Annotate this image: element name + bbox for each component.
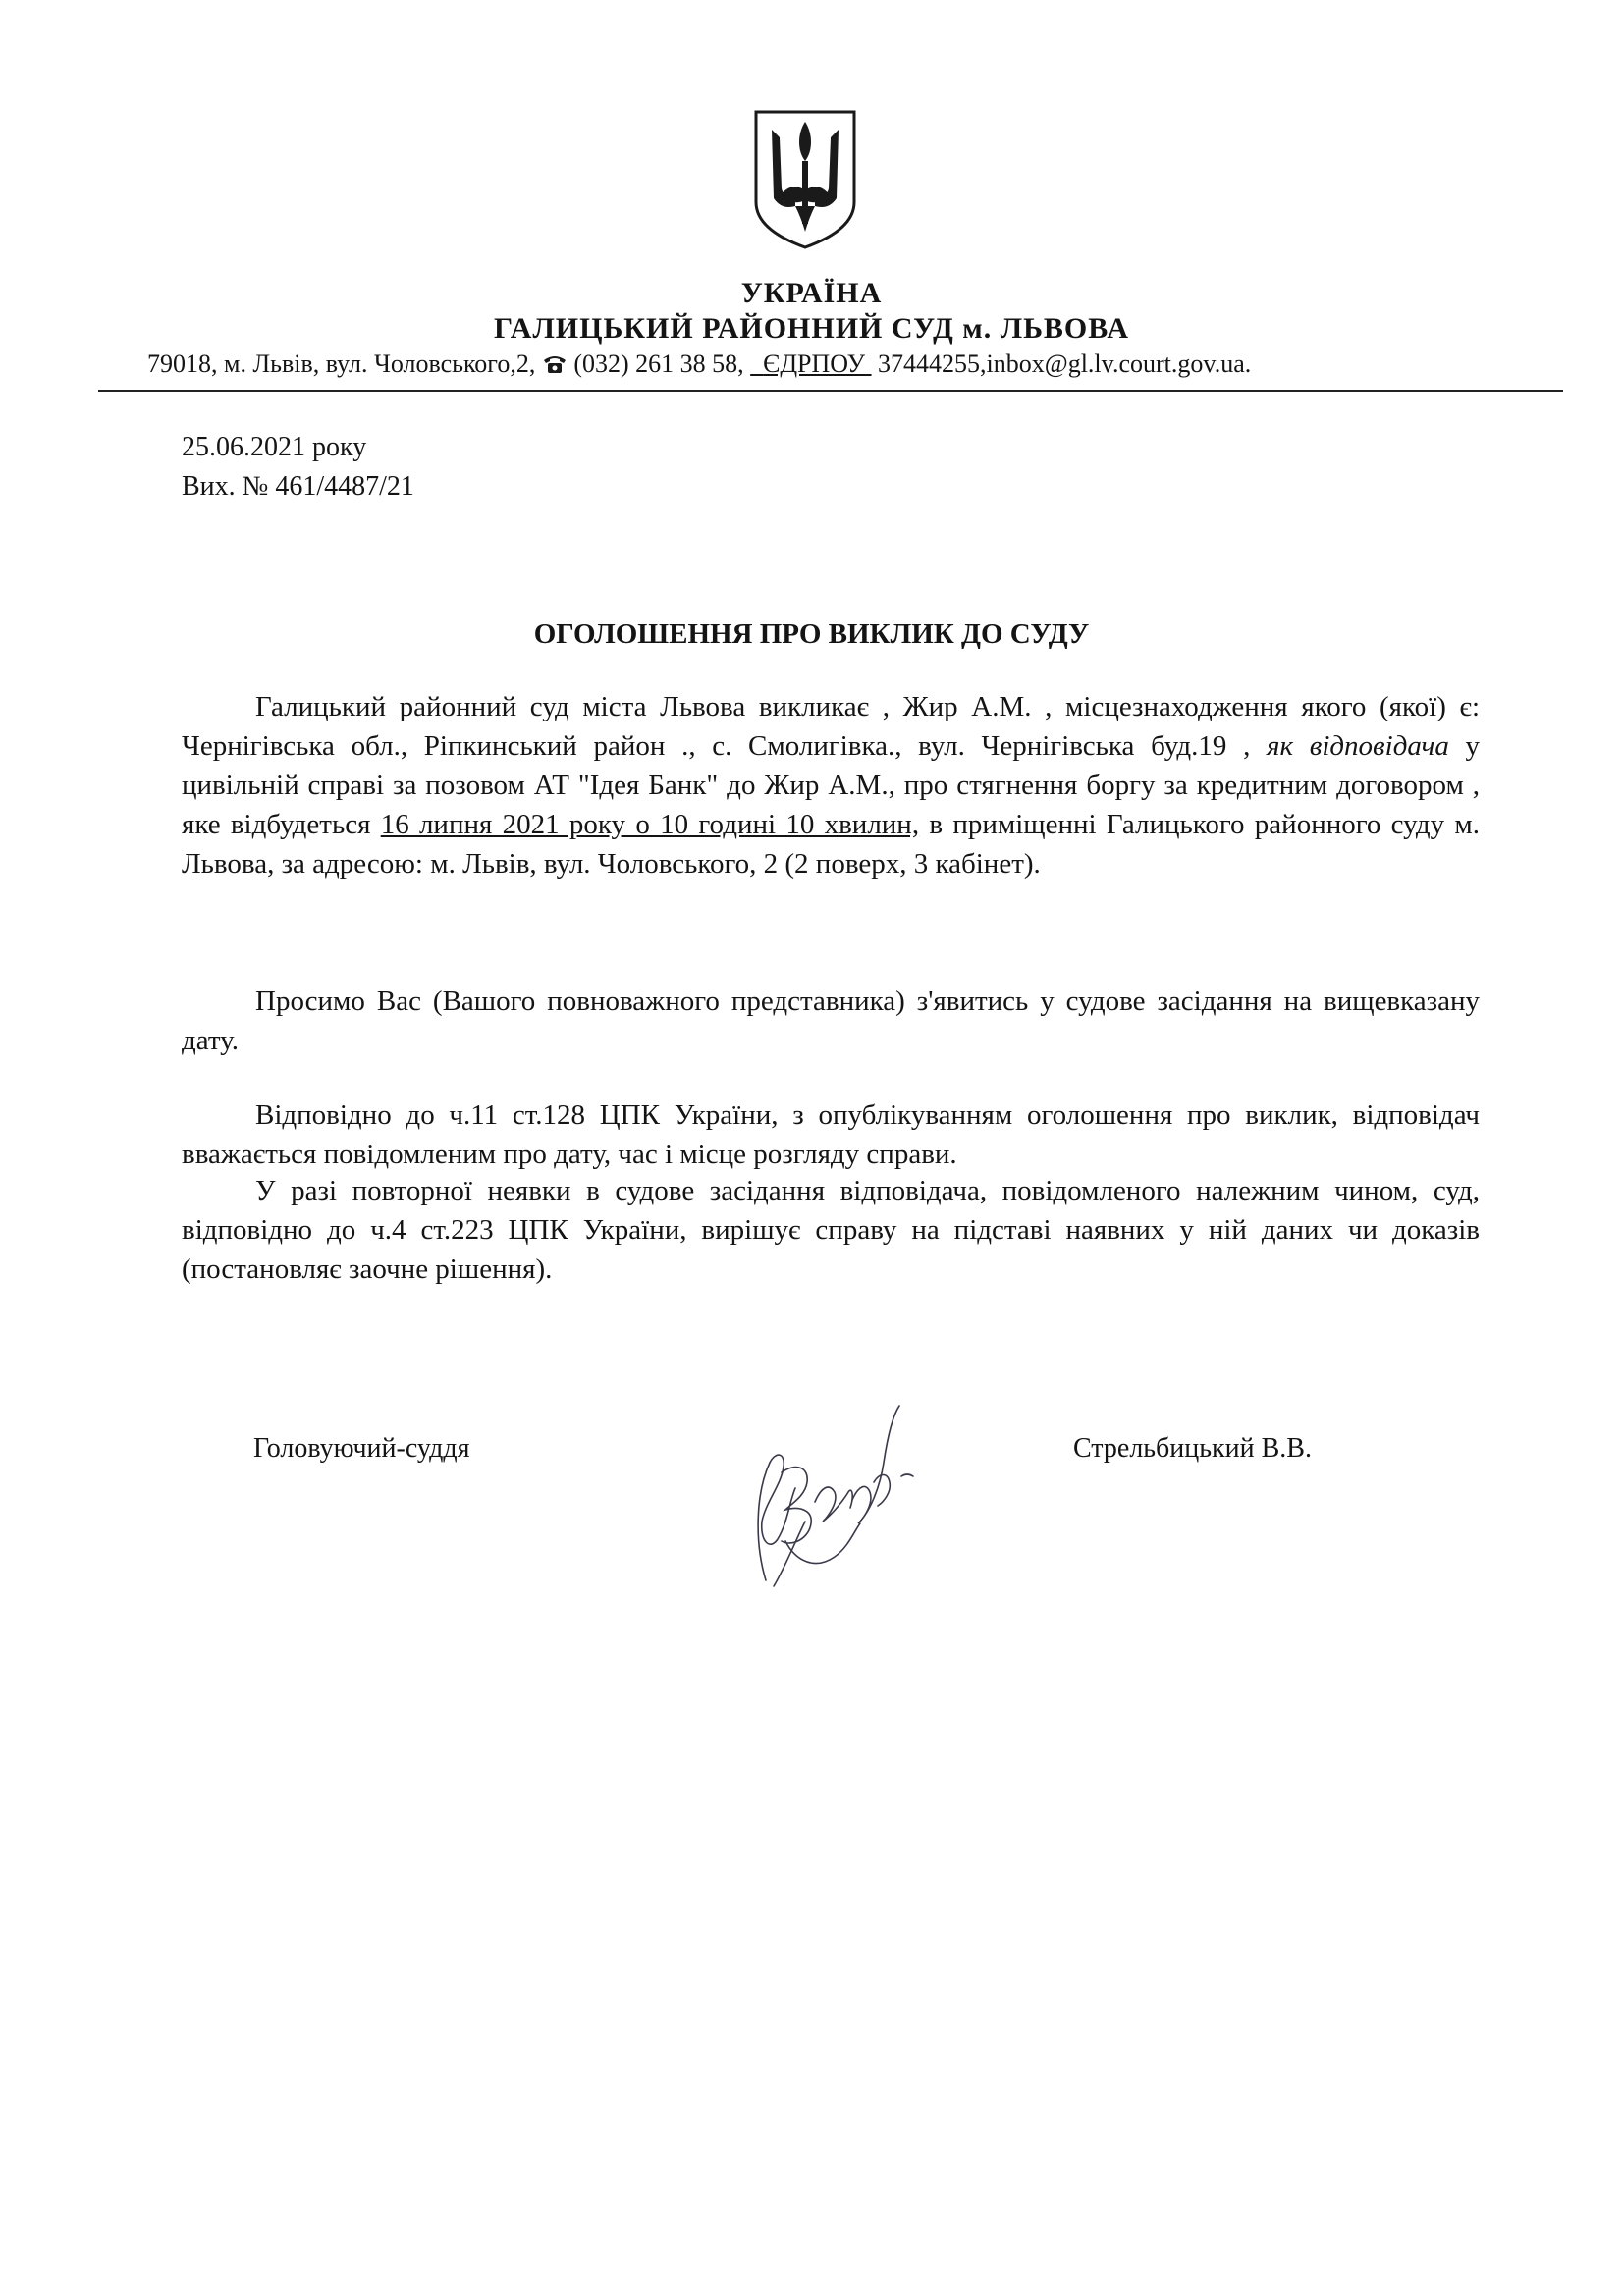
paragraph-default-judgment: У разі повторної неявки в судове засідання відповідача, повідомленого належним чином, суд, відповідно до ч.4 ст.223 ЦПК України, вирішує справу на підставі наявних у ній даних чи доказів (постановляє заочне рішення). xyxy=(182,1175,1480,1285)
judge-role: Головуючий-суддя xyxy=(253,1433,470,1464)
court-name: ГАЛИЦЬКИЙ РАЙОННИЙ СУД м. ЛЬВОВА xyxy=(493,312,1130,345)
paragraph-notification: Відповідно до ч.11 ст.128 ЦПК України, з опублікуванням оголошення про виклик, відповідач вважається повідомленим про дату, час і місце розгляду справи. xyxy=(182,1099,1480,1170)
paragraph-summons: Галицький районний суд міста Львова викликає , Жир А.М. , місцезнаходження якого (якої) є: Чернігівська обл., Ріпкинський район ., с. Смолигівка., вул. Чернігівська буд.19 , як відповідача у цивільній справі за позовом АТ "Ідея Банк" до Жир А.М., про стягнення боргу за кредитним договором , яке відбудеться 16 липня 2021 року о 10 годині 10 хвилин, в приміщенні Галицького районного суду м. Львова, за адресою: м. Львів, вул. Чоловського, 2 (2 поверх, 3 кабінет). xyxy=(182,691,1481,880)
phone-number: (032) 261 38 58, xyxy=(573,349,744,378)
telephone-icon xyxy=(542,354,568,374)
defendant-role: як відповідача xyxy=(1267,730,1449,762)
handwritten-signature xyxy=(727,1394,943,1600)
address-email: 37444255,inbox@gl.lv.court.gov.ua. xyxy=(878,349,1252,378)
address-street: 79018, м. Львів, вул. Чоловського,2, xyxy=(147,349,536,378)
outgoing-number: Вих. № 461/4487/21 xyxy=(182,471,414,502)
trident-emblem-icon xyxy=(752,108,858,251)
header-divider xyxy=(98,390,1563,392)
notice-title: ОГОЛОШЕННЯ ПРО ВИКЛИК ДО СУДУ xyxy=(533,618,1090,650)
document-date: 25.06.2021 року xyxy=(182,432,367,462)
edrpou-label: ЄДРПОУ xyxy=(763,349,866,378)
judge-name: Стрельбицький В.В. xyxy=(1073,1433,1312,1464)
hearing-datetime: 16 липня 2021 року о 10 годині 10 хвилин, xyxy=(380,809,920,840)
paragraph-request: Просимо Вас (Вашого повноважного представника) з'явитись у судове засідання на вищевказану дату. xyxy=(182,986,1480,1056)
court-address xyxy=(147,349,1251,379)
country-title: УКРАЇНА xyxy=(740,277,883,309)
